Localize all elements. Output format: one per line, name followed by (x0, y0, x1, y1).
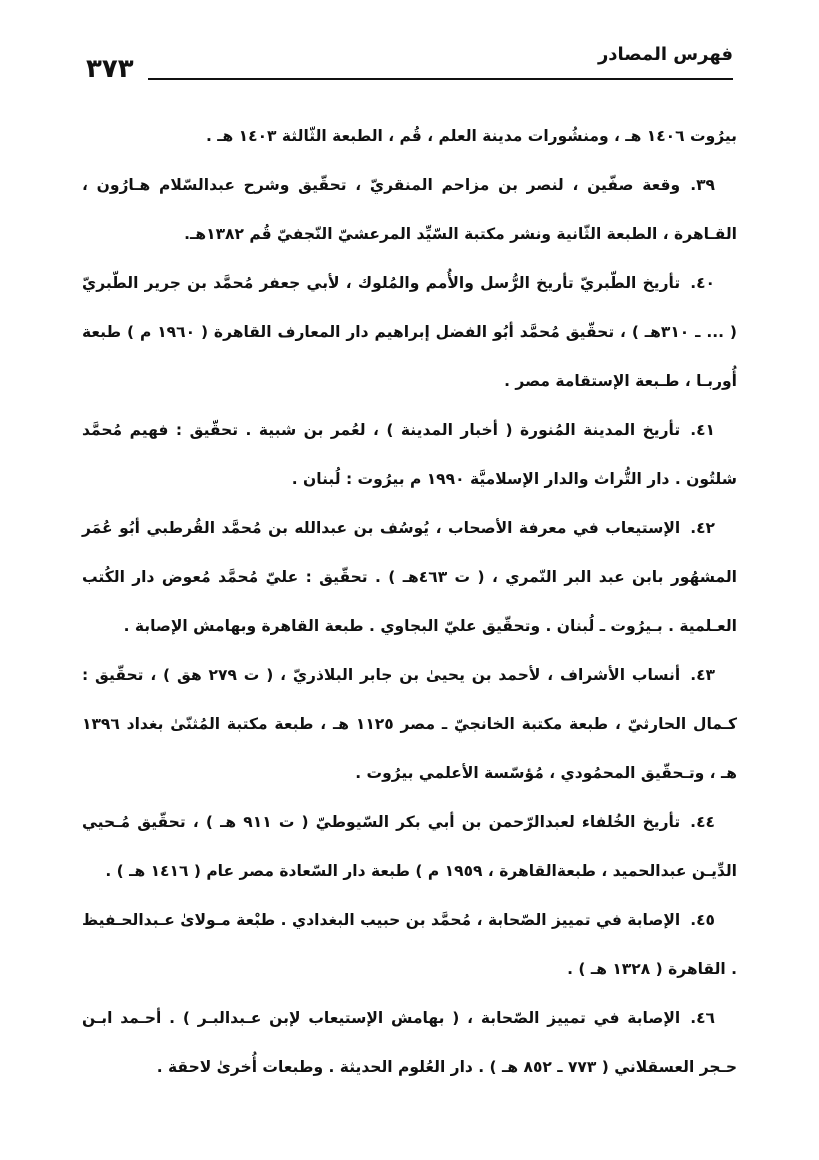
entry-number: ٣٩. (690, 176, 715, 194)
bibliography-entry-41 (82, 406, 737, 504)
entry-number: ٤٠. (690, 274, 715, 292)
entry-text: وقعة صفّين ، لنصر بن مزاحم المنقريّ ، تحقّيق وشرح عبدالسّلام هـارُون ، القـاهرة ، الطبعة الثّانية ونشر مكتبة السّيِّد المرعشيّ النّجفيّ قُم ١٣٨٢هـ. (82, 176, 737, 243)
entry-number: ٤٦. (690, 1009, 715, 1027)
entry-number: ٤٤. (690, 813, 715, 831)
bibliography-entry-42 (82, 504, 737, 651)
page-header (86, 44, 733, 84)
bibliography-list (82, 112, 737, 1092)
bibliography-entry-40 (82, 259, 737, 406)
entry-text: الإستيعاب في معرفة الأصحاب ، يُوسُف بن عبدالله بن مُحمَّد القُرطبي أبُو عُمَر المشهُور بابن عبد البر النّمري ، ( ت ٤٦٣هـ ) . تحقّيق : عليّ مُحمَّد مُعوض دار الكُتب العـلمية . بـيرُوت ـ لُبنان . وتحقّيق عليّ البجاوي . طبعة القاهرة وبهامش الإصابة . (82, 519, 737, 635)
entry-number: ٤١. (690, 421, 715, 439)
bibliography-entry-continued (82, 112, 737, 161)
page-number: ٣٧٣ (86, 54, 134, 84)
entry-number: ٤٥. (690, 911, 715, 929)
entry-text: تأريخ الخُلفاء لعبدالرّحمن بن أبي بكر السّيوطيّ ( ت ٩١١ هـ ) ، تحقّيق مُـحيي الدِّيـن عبدالحميد ، طبعةالقاهرة ، ١٩٥٩ م ) طبعة دار السّعادة مصر عام ( ١٤١٦ هـ ) . (82, 813, 737, 880)
entry-text: تأريخ الطّبريّ تأريخ الرُّسل والأُمم والمُلوك ، لأبي جعفر مُحمَّد بن جرير الطّبريّ ( ... ـ ٣١٠هـ ) ، تحقّيق مُحمَّد أبُو الفضل إبراهيم دار المعارف القاهرة ( ١٩٦٠ م ) طبعة أُوربـا ، طـبعة الإستقامة مصر . (82, 274, 737, 390)
bibliography-entry-44 (82, 798, 737, 896)
entry-text: الإصابة في تمييز الصّحابة ، ( بهامش الإستيعاب لإبن عـبدالبـر ) . أحـمد ابـن حـجر العسقلاني ( ٧٧٣ ـ ٨٥٢ هـ ) . دار العُلوم الحديثة . وطبعات أُخرىٰ لاحقة . (82, 1009, 737, 1076)
entry-number: ٤٢. (690, 519, 715, 537)
bibliography-entry-39 (82, 161, 737, 259)
entry-text: أنساب الأشراف ، لأحمد بن يحيىٰ بن جابر البلاذريّ ، ( ت ٢٧٩ هق ) ، تحقّيق : كـمال الحارثيّ ، طبعة مكتبة الخانجيّ ـ مصر ١١٢٥ هـ ، طبعة مكتبة المُثنّىٰ بغداد ١٣٩٦ هـ ، وتـحقّيق المحمُودي ، مُؤسّسة الأعلمي بيرُوت . (82, 666, 737, 782)
entry-text: تأريخ المدينة المُنورة ( أخبار المدينة ) ، لعُمر بن شبية . تحقّيق : فهيم مُحمَّد شلتُون . دار التُّراث والدار الإسلاميَّة ١٩٩٠ م بيرُوت : لُبنان . (82, 421, 737, 488)
bibliography-entry-45 (82, 896, 737, 994)
running-title: فهرس المصادر (597, 44, 733, 65)
bibliography-entry-46 (82, 994, 737, 1092)
entry-text: الإصابة في تمييز الصّحابة ، مُحمَّد بن حبيب البغدادي . طبْعة مـولاىٰ عـبدالحـفيظ . القاهرة ( ١٣٢٨ هـ ) . (82, 911, 737, 978)
entry-number: ٤٣. (690, 666, 715, 684)
entry-text: بيرُوت ١٤٠٦ هـ ، ومنشُورات مدينة العلم ، قُم ، الطبعة الثّالثة ١٤٠٣ هـ . (205, 127, 737, 145)
bibliography-entry-43 (82, 651, 737, 798)
header-rule (148, 78, 733, 80)
